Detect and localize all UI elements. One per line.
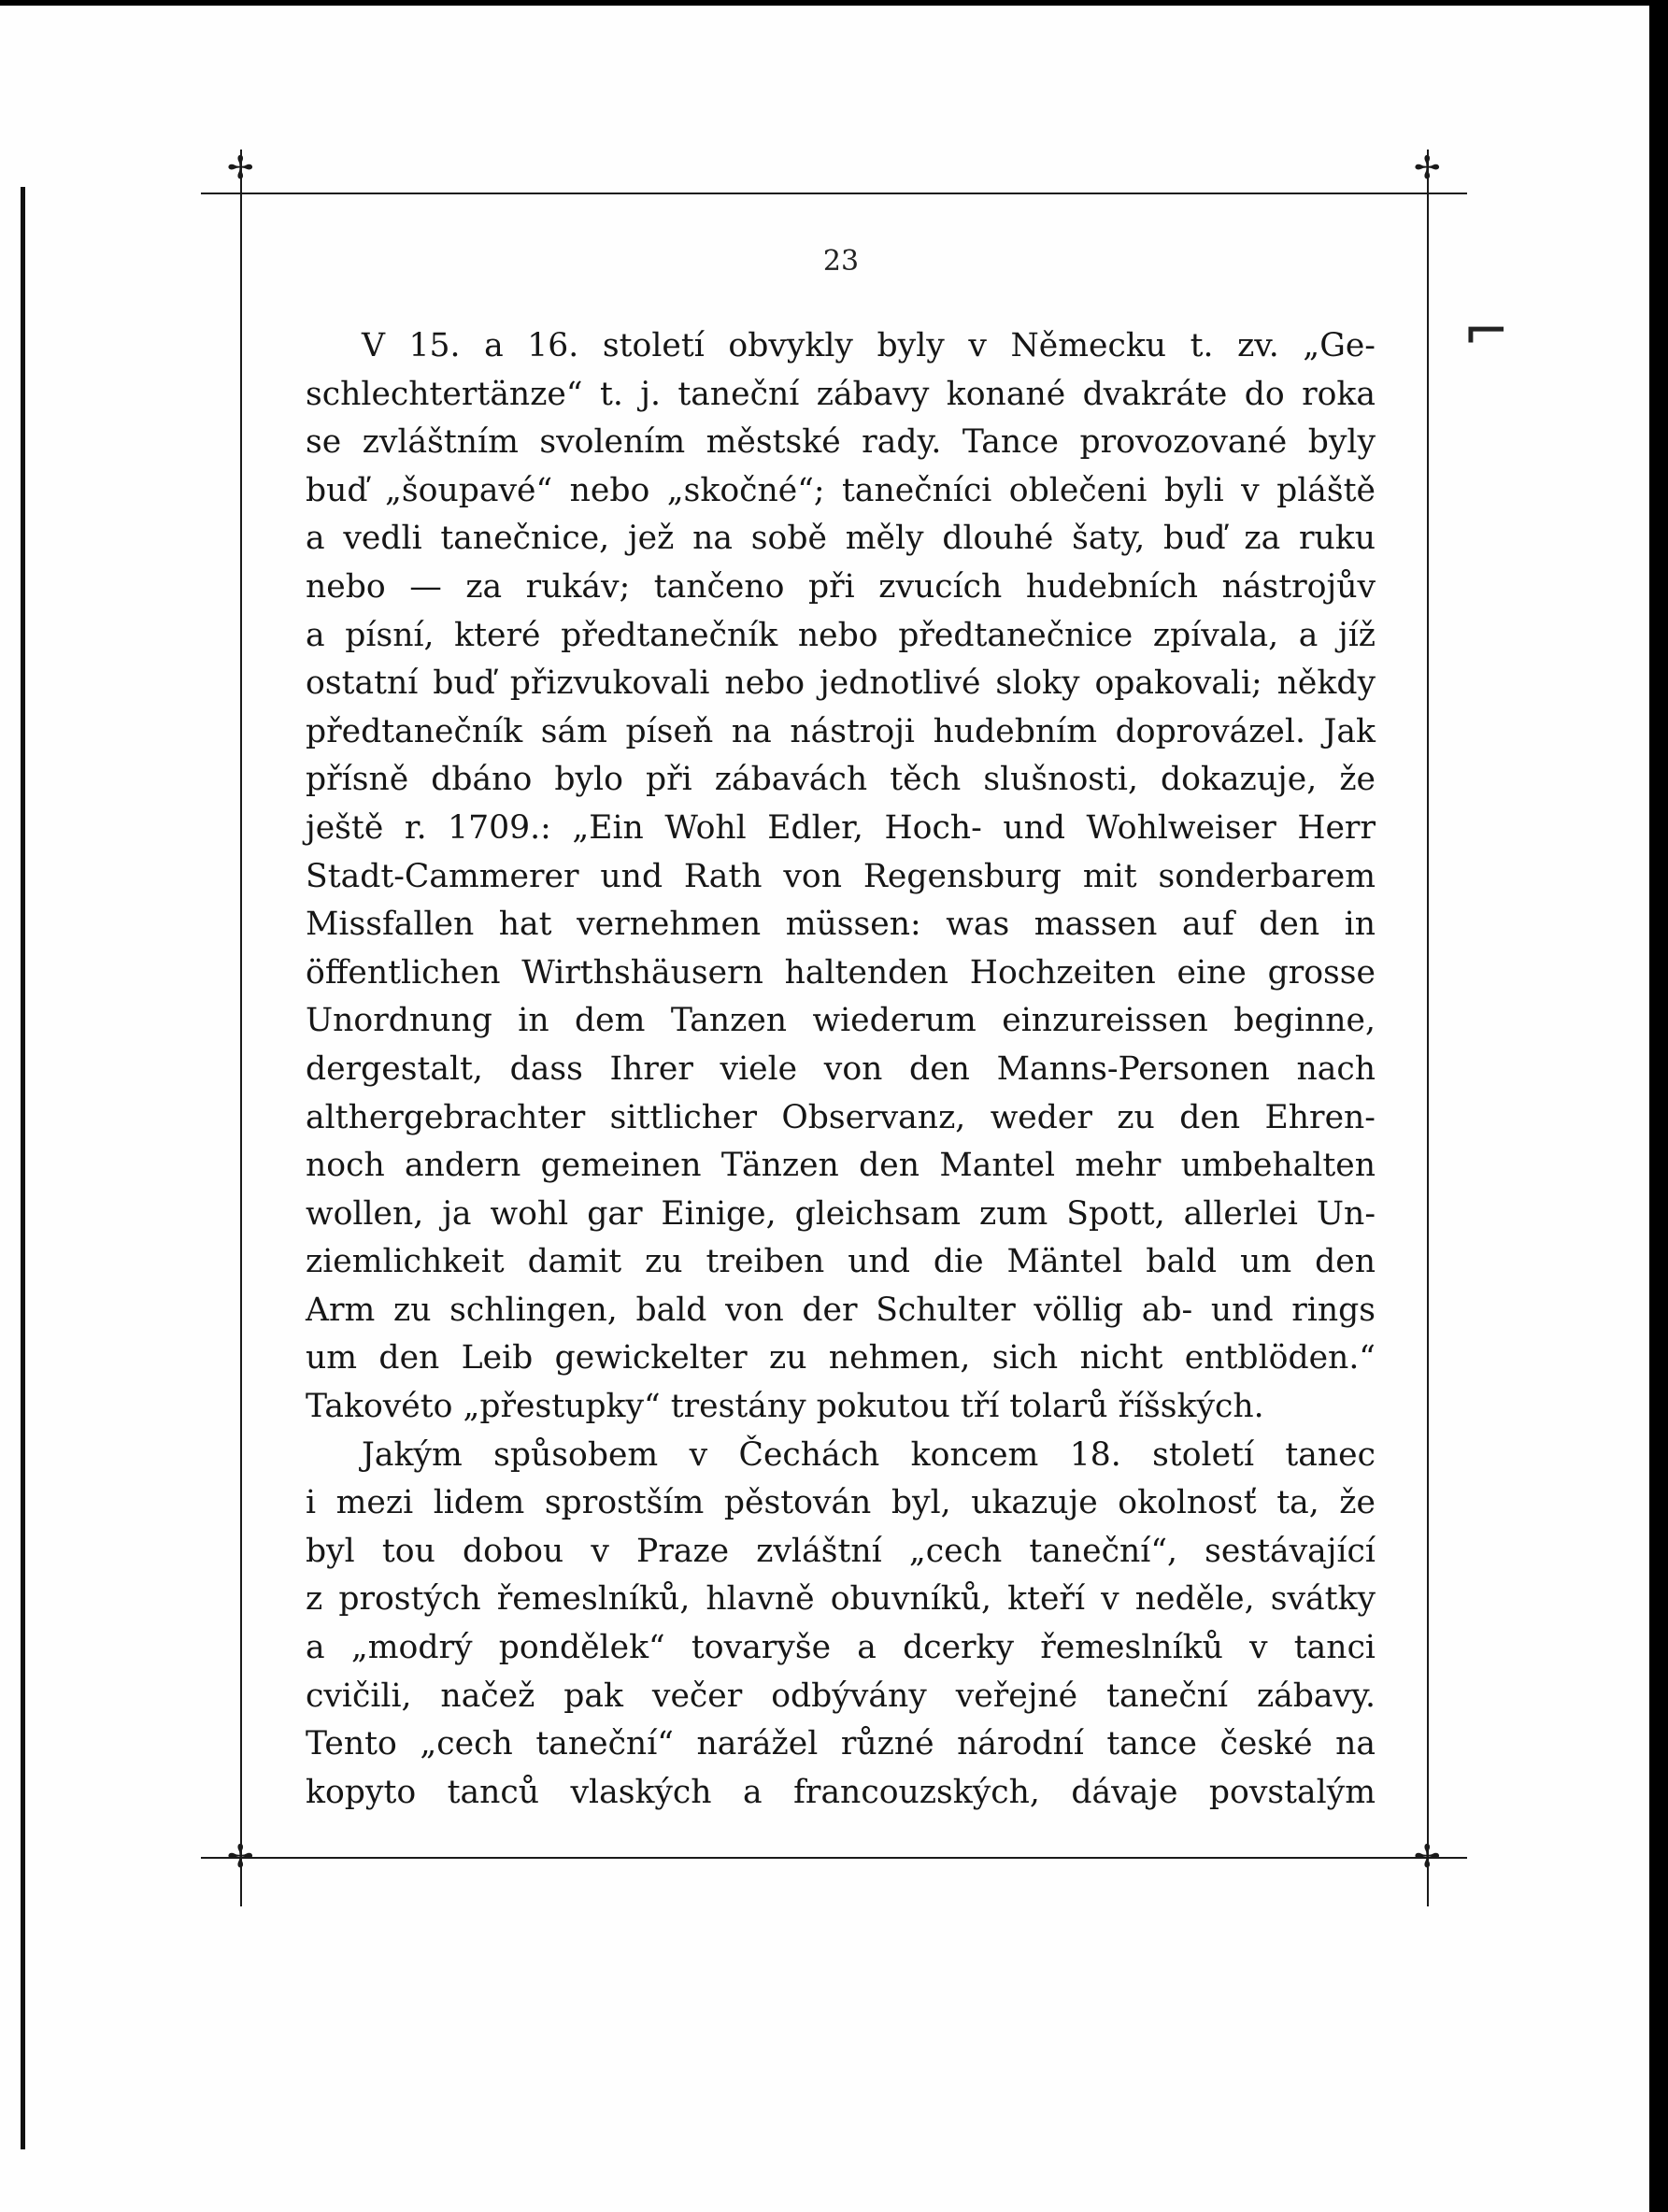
text-line: byl tou dobou v Praze zvláštní „cech taneční“, sestávající bbox=[306, 1532, 1376, 1570]
text-line: ještě r. 1709.: „Ein Wohl Edler, Hoch- und Wohlweiser Herr bbox=[306, 808, 1376, 847]
scan-edge-top bbox=[0, 0, 1668, 6]
text-line: Jakým spůsobem v Čechách koncem 18. století tanec bbox=[362, 1435, 1376, 1474]
text-line: předtanečník sám píseň na nástroji hudebním doprovázel. Jak bbox=[306, 712, 1376, 750]
frame-line-right bbox=[1427, 150, 1429, 1906]
text-line: Arm zu schlingen, bald von der Schulter völlig ab- und rings bbox=[306, 1291, 1376, 1329]
text-line: öffentlichen Wirthshäusern haltenden Hochzeiten eine grosse bbox=[306, 953, 1376, 992]
text-line: schlechtertänze“ t. j. taneční zábavy konané dvakráte do roka bbox=[306, 375, 1376, 413]
paragraph-1 bbox=[306, 322, 1376, 1432]
text-line: přísně dbáno bylo při zábavách těch slušnosti, dokazuje, že bbox=[306, 761, 1376, 799]
page-number: 23 bbox=[822, 245, 860, 278]
corner-ornament-top-right: ✢ bbox=[1414, 150, 1441, 187]
text-line: ziemlichkeit damit zu treiben und die Mäntel bald um den bbox=[306, 1243, 1376, 1281]
text-line: V 15. a 16. století obvykly byly v Německu t. zv. „Ge- bbox=[362, 327, 1376, 364]
corner-ornament-top-left: ✢ bbox=[227, 150, 254, 187]
text-line: Unordnung in dem Tanzen wiederum einzureissen beginne, bbox=[306, 1002, 1376, 1040]
text-line: althergebrachter sittlicher Observanz, weder zu den Ehren- bbox=[306, 1098, 1376, 1136]
text-line: wollen, ja wohl gar Einige, gleichsam zum Spott, allerlei Un- bbox=[306, 1194, 1376, 1233]
text-line: nebo — za rukáv; tančeno při zvucích hudebních nástrojův bbox=[306, 567, 1376, 606]
text-line: a písní, které předtanečník nebo předtanečnice zpívala, a jíž bbox=[306, 616, 1376, 654]
text-line: i mezi lidem sprostším pěstován byl, ukazuje okolnosť ta, že bbox=[306, 1484, 1376, 1522]
text-line: ostatní buď přizvukovali nebo jednotlivé sloky opakovali; někdy bbox=[306, 664, 1376, 703]
text-line: cvičili, načež pak večer odbývány veřejné taneční zábavy. bbox=[306, 1677, 1376, 1715]
corner-ornament-bottom-right: ✢ bbox=[1414, 1838, 1441, 1876]
body-text bbox=[306, 322, 1376, 1817]
paragraph-2 bbox=[306, 1432, 1376, 1818]
text-line: z prostých řemeslníků, hlavně obuvníků, kteří v neděle, svátky bbox=[306, 1580, 1376, 1619]
text-line: kopyto tanců vlaských a francouzských, dávaje povstalým bbox=[306, 1773, 1376, 1811]
text-line: Tento „cech taneční“ narážel různé národní tance české na bbox=[306, 1725, 1376, 1763]
frame-line-bottom bbox=[201, 1857, 1467, 1859]
pencil-mark: ⌐ bbox=[1462, 299, 1510, 364]
text-line: Missfallen hat vernehmen müssen: was massen auf den in bbox=[306, 906, 1376, 944]
text-line: noch andern gemeinen Tänzen den Mantel mehr umbehalten bbox=[306, 1147, 1376, 1185]
frame-line-left bbox=[240, 150, 242, 1906]
text-line: se zvláštním svolením městské rady. Tance provozované byly bbox=[306, 423, 1376, 462]
text-line: Takovéto „přestupky“ trestány pokutou tří tolarů říšských. bbox=[306, 1388, 1264, 1426]
scan-edge-right bbox=[1649, 0, 1668, 2212]
text-line: a vedli tanečnice, jež na sobě měly dlouhé šaty, buď za ruku bbox=[306, 520, 1376, 558]
text-line: buď „šoupavé“ nebo „skočné“; tanečníci oblečeni byli v pláště bbox=[306, 471, 1376, 509]
text-line: dergestalt, dass Ihrer viele von den Manns-Personen nach bbox=[306, 1049, 1376, 1088]
text-line: um den Leib gewickelter zu nehmen, sich nicht entblöden.“ bbox=[306, 1339, 1376, 1377]
text-line: Stadt-Cammerer und Rath von Regensburg mit sonderbarem bbox=[306, 857, 1376, 895]
text-line: a „modrý pondělek“ tovaryše a dcerky řemeslníků v tanci bbox=[306, 1629, 1376, 1667]
scan-edge-left bbox=[21, 187, 25, 2149]
frame-line-top bbox=[201, 193, 1467, 194]
corner-ornament-bottom-left: ✢ bbox=[227, 1838, 254, 1876]
